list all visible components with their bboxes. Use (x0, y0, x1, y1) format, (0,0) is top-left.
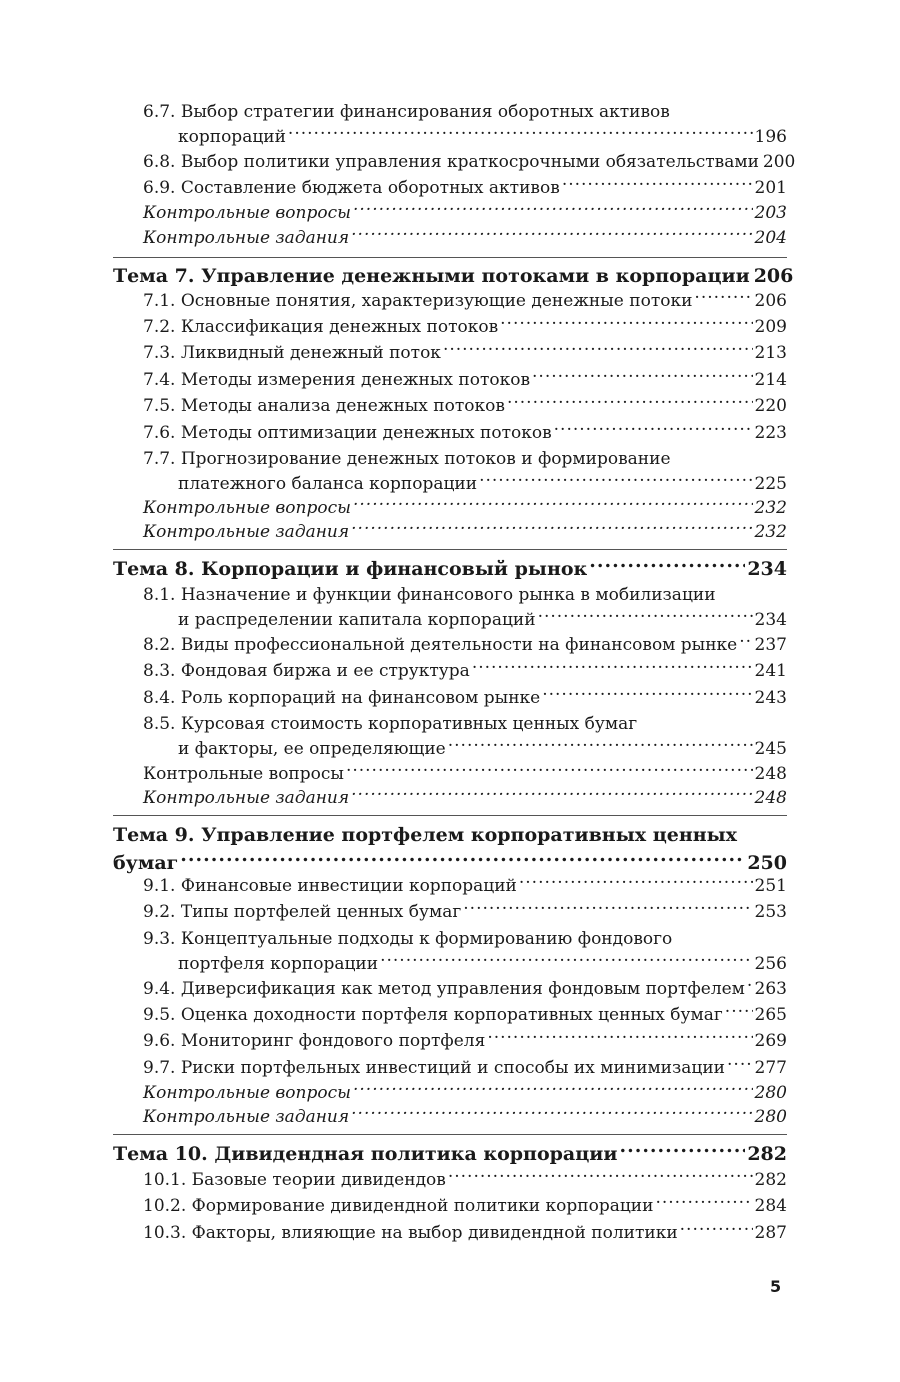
toc-entry-page: 245 (754, 739, 787, 759)
toc-entry-title: 6.8. Выбор политики управления краткосрочными обязательствами (143, 152, 759, 172)
toc-entry-line (143, 762, 787, 787)
dot-leader (725, 1003, 753, 1020)
toc-entry-line (143, 1105, 787, 1130)
toc-entry-line (143, 226, 787, 251)
toc-subsection (113, 315, 787, 340)
toc-entry-title: и распределении капитала корпораций (178, 610, 536, 630)
toc-entry-line (143, 520, 787, 545)
toc-entry-page: 234 (747, 558, 787, 580)
toc-entry-title: Контрольные задания (143, 1107, 350, 1127)
toc-entry-page: 214 (754, 370, 787, 390)
toc-entry-line (143, 977, 787, 1002)
toc-entry-title: 9.7. Риски портфельных инвестиций и способы их минимизации (143, 1058, 726, 1078)
toc-entry-title: 7.7. Прогнозирование денежных потоков и формирование (143, 449, 671, 469)
toc-entry-line (113, 849, 787, 877)
toc-entry-line (143, 1194, 787, 1219)
dot-leader (380, 952, 752, 969)
toc-topic (113, 262, 794, 290)
toc-entry-title: корпораций (178, 127, 286, 147)
toc-entry-title: 9.2. Типы портфелей ценных бумаг (143, 902, 462, 922)
toc-subsection (113, 1003, 787, 1028)
toc-entry-title: 9.1. Финансовые инвестиции корпораций (143, 876, 517, 896)
toc-entry-line (143, 472, 787, 497)
dot-leader (487, 1029, 752, 1046)
toc-entry-line (143, 289, 787, 314)
toc-entry-title: и факторы, ее определяющие (178, 739, 446, 759)
toc-entry-title: портфеля корпорации (178, 954, 379, 974)
toc-entry-title: платежного баланса корпорации (178, 474, 478, 494)
toc-subsection (113, 633, 787, 658)
toc-subsection (113, 583, 787, 633)
toc-entry-title: Контрольные задания (143, 788, 350, 808)
dot-leader (346, 762, 753, 779)
toc-entry-title: 7.6. Методы оптимизации денежных потоков (143, 423, 552, 443)
dot-leader (351, 786, 752, 803)
dot-leader (353, 496, 753, 513)
toc-entry-page: 203 (754, 203, 787, 223)
toc-entry-title: 8.3. Фондовая биржа и ее структура (143, 661, 470, 681)
toc-entry-title: 8.1. Назначение и функции финансового рынка в мобилизации (143, 585, 716, 605)
dot-leader (353, 1081, 753, 1098)
toc-entry-title: 8.2. Виды профессиональной деятельности на финансовом рынке (143, 635, 738, 655)
dot-leader (519, 874, 753, 891)
dot-leader (680, 1221, 753, 1238)
toc-entry-title: Контрольные вопросы (143, 764, 344, 784)
toc-entry-line (143, 786, 787, 811)
section-divider (113, 257, 787, 258)
toc-entry-line (143, 1029, 787, 1054)
toc-entry-line (143, 176, 787, 201)
toc-entry-page: 206 (753, 265, 794, 287)
toc-subsection (113, 226, 787, 251)
dot-leader (353, 201, 753, 218)
toc-entry-title: Тема 8. Корпорации и финансовый рынок (113, 558, 588, 580)
toc-entry-line (143, 1081, 787, 1106)
toc-entry-page: 282 (754, 1170, 787, 1190)
toc-entry-line (143, 150, 796, 175)
dot-leader (655, 1194, 752, 1211)
toc-entry-line (143, 874, 787, 899)
dot-leader (619, 1141, 745, 1160)
toc-entry-line (143, 952, 787, 977)
toc-subsection (113, 520, 787, 545)
toc-entry-page: 256 (754, 954, 787, 974)
toc-subsection (113, 1194, 787, 1219)
toc-subsection (113, 341, 787, 366)
toc-entry-title: Тема 10. Дивидендная политика корпорации (113, 1143, 618, 1165)
toc-entry-line (143, 1221, 787, 1246)
toc-subsection (113, 289, 787, 314)
toc-entry-page: 263 (754, 979, 787, 999)
toc-subsection (113, 1221, 787, 1246)
toc-entry-line (143, 201, 787, 226)
toc-entry-page: 280 (754, 1083, 787, 1103)
toc-entry-title: Контрольные задания (143, 228, 350, 248)
toc-subsection (113, 927, 787, 977)
dot-leader (554, 421, 753, 438)
toc-entry-line (143, 125, 787, 150)
toc-entry-title: бумаг (113, 852, 179, 874)
toc-entry-page: 253 (754, 902, 787, 922)
toc-entry-title: 10.3. Факторы, влияющие на выбор дивидендной политики (143, 1223, 678, 1243)
toc-subsection (113, 1081, 787, 1106)
toc-topic (113, 821, 787, 877)
dot-leader (694, 289, 752, 306)
dot-leader (538, 608, 753, 625)
toc-subsection (113, 201, 787, 226)
toc-topic (113, 1140, 787, 1168)
toc-entry-line (143, 315, 787, 340)
toc-entry-title: 10.2. Формирование дивидендной политики корпорации (143, 1196, 654, 1216)
toc-subsection (113, 421, 787, 446)
dot-leader (448, 1168, 753, 1185)
toc-entry-page: 243 (754, 688, 787, 708)
toc-subsection (113, 977, 787, 1002)
toc-entry-page: 234 (754, 610, 787, 630)
toc-subsection (113, 686, 787, 711)
section-divider (113, 815, 787, 816)
toc-entry-page: 241 (754, 661, 787, 681)
toc-entry-title: 9.3. Концептуальные подходы к формированию фондового (143, 929, 673, 949)
toc-subsection (113, 874, 787, 899)
dot-leader (448, 737, 753, 754)
toc-entry-page: 232 (754, 522, 787, 542)
toc-entry-page: 265 (754, 1005, 787, 1025)
toc-entry-line (143, 686, 787, 711)
toc-entry-page: 269 (754, 1031, 787, 1051)
toc-subsection (113, 1029, 787, 1054)
toc-entry-line (143, 1056, 787, 1081)
toc-entry-title: 7.2. Классификация денежных потоков (143, 317, 499, 337)
dot-leader (589, 556, 745, 575)
toc-entry-page: 282 (747, 1143, 787, 1165)
toc-entry-title: 8.4. Роль корпораций на финансовом рынке (143, 688, 541, 708)
dot-leader (288, 125, 753, 142)
dot-leader (443, 341, 753, 358)
dot-leader (507, 394, 753, 411)
toc-entry-page: 213 (754, 343, 787, 363)
toc-entry-line (143, 1003, 787, 1028)
toc-entry-line (143, 421, 787, 446)
toc-entry-page: 220 (754, 396, 787, 416)
dot-leader (727, 1056, 753, 1073)
toc-entry-line (143, 633, 787, 658)
toc-entry-page: 201 (754, 178, 787, 198)
toc-entry-page: 204 (754, 228, 787, 248)
dot-leader (500, 315, 752, 332)
toc-entry-line (113, 555, 787, 583)
dot-leader (463, 900, 752, 917)
toc-entry-page: 223 (754, 423, 787, 443)
toc-entry-title: Контрольные вопросы (143, 203, 351, 223)
section-divider (113, 549, 787, 550)
toc-entry-title: 9.4. Диверсификация как метод управления фондовым портфелем (143, 979, 745, 999)
toc-entry-page: 277 (754, 1058, 787, 1078)
section-divider (113, 1134, 787, 1135)
toc-entry-line (143, 1168, 787, 1193)
toc-subsection (113, 368, 787, 393)
toc-entry-title: 9.6. Мониторинг фондового портфеля (143, 1031, 486, 1051)
toc-entry-title: Контрольные вопросы (143, 1083, 351, 1103)
dot-leader (472, 659, 753, 676)
toc-entry-line (143, 496, 787, 521)
dot-leader (739, 633, 752, 650)
dot-leader (747, 977, 753, 994)
toc-entry-page: 196 (754, 127, 787, 147)
toc-entry-line (143, 368, 787, 393)
toc-entry-line (143, 659, 787, 684)
toc-entry-page: 287 (754, 1223, 787, 1243)
toc-subsection (113, 659, 787, 684)
toc-subsection (113, 150, 796, 175)
toc-entry-page: 284 (754, 1196, 787, 1216)
toc-entry-page: 200 (762, 152, 796, 172)
dot-leader (351, 1105, 752, 1122)
toc-entry-title: 7.4. Методы измерения денежных потоков (143, 370, 531, 390)
page-number: 5 (770, 1277, 782, 1296)
toc-subsection (113, 712, 787, 762)
toc-entry-title: 7.1. Основные понятия, характеризующие денежные потоки (143, 291, 693, 311)
toc-entry-line (113, 262, 794, 290)
toc-entry-page: 209 (754, 317, 787, 337)
toc-entry-page: 280 (754, 1107, 787, 1127)
toc-entry-title: 10.1. Базовые теории дивидендов (143, 1170, 446, 1190)
toc-subsection (113, 100, 787, 150)
toc-entry-page: 250 (747, 852, 787, 874)
toc-entry-title: 6.9. Составление бюджета оборотных активов (143, 178, 560, 198)
toc-subsection (113, 1105, 787, 1130)
toc-entry-line (143, 341, 787, 366)
toc-entry-page: 251 (754, 876, 787, 896)
dot-leader (351, 520, 752, 537)
toc-entry-page: 232 (754, 498, 787, 518)
toc-topic (113, 555, 787, 583)
toc-entry-title: Контрольные задания (143, 522, 350, 542)
toc-entry-line (143, 900, 787, 925)
toc-entry-line (143, 608, 787, 633)
toc-subsection (113, 786, 787, 811)
toc-entry-title: 8.5. Курсовая стоимость корпоративных ценных бумаг (143, 714, 638, 734)
toc-subsection (113, 1056, 787, 1081)
toc-entry-title: 7.3. Ликвидный денежный поток (143, 343, 441, 363)
toc-entry-title: Тема 7. Управление денежными потоками в корпорации (113, 265, 750, 287)
toc-entry-title: Контрольные вопросы (143, 498, 351, 518)
toc-subsection (113, 900, 787, 925)
toc-subsection (113, 1168, 787, 1193)
dot-leader (562, 176, 753, 193)
dot-leader (542, 686, 752, 703)
toc-entry-page: 248 (754, 788, 787, 808)
toc-entry-page: 225 (754, 474, 787, 494)
toc-subsection (113, 176, 787, 201)
toc-subsection (113, 394, 787, 419)
toc-entry-title: 6.7. Выбор стратегии финансирования оборотных активов (143, 102, 670, 122)
toc-entry-title: 7.5. Методы анализа денежных потоков (143, 396, 505, 416)
toc-entry-page: 237 (754, 635, 787, 655)
dot-leader (479, 472, 752, 489)
toc-subsection (113, 762, 787, 787)
dot-leader (180, 850, 745, 869)
toc-subsection (113, 447, 787, 497)
dot-leader (532, 368, 753, 385)
toc-entry-line (113, 1140, 787, 1168)
dot-leader (351, 226, 752, 243)
toc-subsection (113, 496, 787, 521)
toc-entry-line (143, 394, 787, 419)
toc-entry-title: 9.5. Оценка доходности портфеля корпоративных ценных бумаг (143, 1005, 723, 1025)
toc-entry-line (143, 737, 787, 762)
toc-entry-title: Тема 9. Управление портфелем корпоративных ценных (113, 824, 738, 846)
toc-entry-page: 206 (754, 291, 787, 311)
toc-entry-page: 248 (754, 764, 787, 784)
